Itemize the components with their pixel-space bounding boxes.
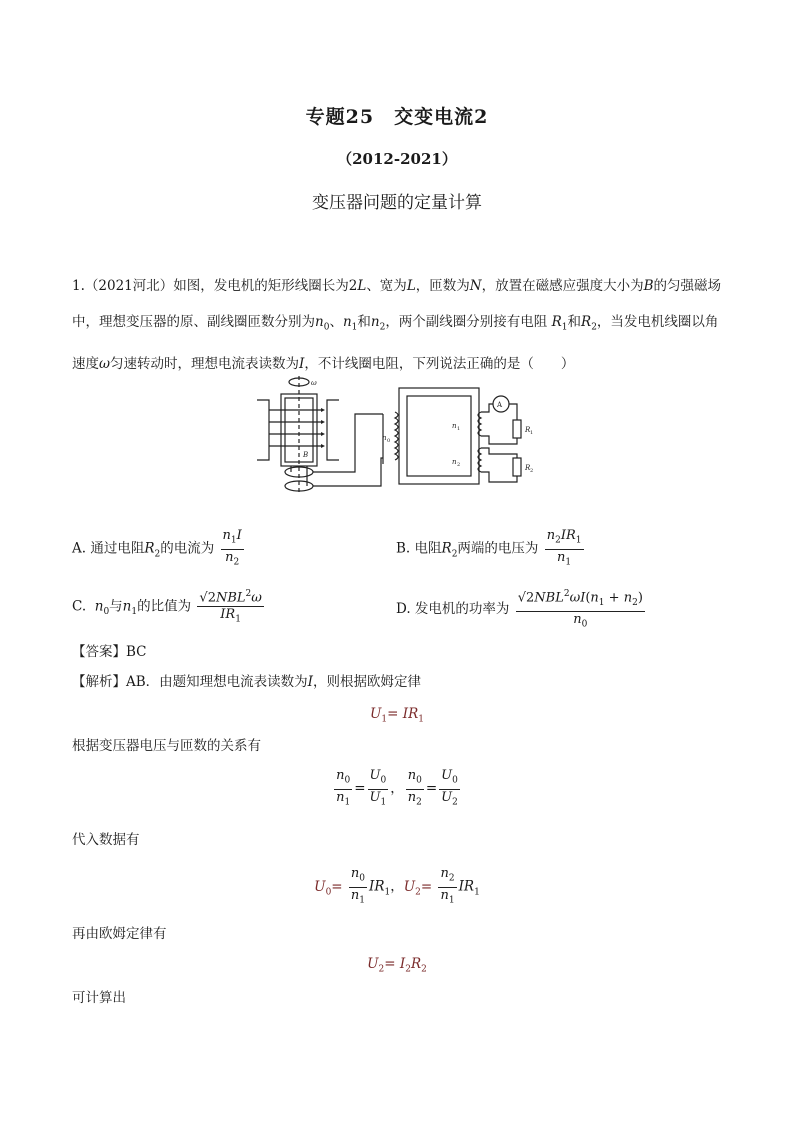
svg-text:2: 2 (457, 462, 461, 468)
svg-text:ω: ω (311, 379, 317, 387)
analysis-line-1: 【解析】AB．由题知理想电流表读数为I，则根据欧姆定律 (72, 674, 422, 690)
analysis-line-4: 再由欧姆定律有 (72, 926, 167, 942)
svg-text:n: n (382, 434, 387, 442)
answer: 【答案】BC (72, 644, 147, 660)
svg-text:B: B (303, 451, 309, 459)
svg-text:1: 1 (457, 426, 461, 432)
svg-text:R: R (525, 464, 531, 472)
svg-text:n: n (452, 458, 457, 466)
equation-ratio: $\frac{n_0}{n_1}$ = $\frac{U_0}{U_1}$ ， $\frac{n_0}{n_2}$ = $\frac{U_0}{U_2}$ (336, 768, 458, 808)
section-title: 变压器问题的定量计算 (312, 193, 482, 213)
svg-text:R: R (525, 426, 531, 434)
svg-text:A: A (497, 401, 503, 409)
option-c[interactable]: C. $n_0$与$n_1$的比值为 $\frac{√2NBL^2\omega}{IR_1}$ (72, 586, 266, 628)
svg-text:1: 1 (530, 430, 534, 436)
question-stem: 1.（2021河北）如图，发电机的矩形线圈长为2L、宽为L，匝数为N，放置在磁感应强度大小为B的匀强磁场中，理想变压器的原、副线圈匝数分别为$n_0$、$n_1$和$n_2$，两个副线圈分别接有电阻 $R_1$和$R_2$，当发电机线圈以角速度ω匀速转动时，理想电流表读数为I，不计线圈电阻，下列说法正确的是（ ） (72, 278, 722, 372)
circuit-diagram (255, 374, 555, 496)
svg-text:n: n (452, 422, 457, 430)
svg-text:0: 0 (387, 438, 391, 444)
analysis-line-2: 根据变压器电压与匝数的关系有 (72, 738, 261, 754)
option-a[interactable]: A. 通过电阻$R_2$的电流为 $\frac{n_1I}{n_2}$ (72, 528, 242, 568)
svg-text:2: 2 (530, 468, 534, 474)
equation-ohm-2: $U_2= I_2R_2$ (367, 956, 427, 975)
doc-years: （2012-2021） (337, 150, 457, 168)
option-d[interactable]: D. 发电机的功率为 $\frac{√2NBL^2\omega I(n_1 + n_2)}{n_0}$ (396, 586, 647, 633)
analysis-line-5: 可计算出 (72, 990, 126, 1006)
equation-substitute: $U_0=$ $\frac{n_0}{n_1}$ $IR_1$，$U_2=$ $\frac{n_2}{n_1}$ $IR_1$ (314, 866, 480, 906)
option-b[interactable]: B. 电阻$R_2$两端的电压为 $\frac{n_2IR_1}{n_1}$ (396, 528, 582, 568)
analysis-line-3: 代入数据有 (72, 832, 140, 848)
equation-ohm-1: $U_1= IR_1$ (370, 706, 424, 725)
doc-title: 专题25 交变电流2 (305, 106, 489, 128)
